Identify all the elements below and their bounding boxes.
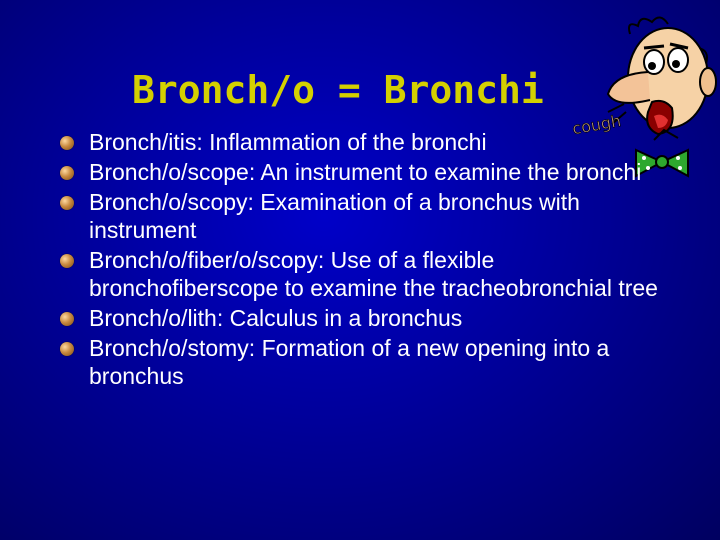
bullet-text: Bronch/o/fiber/o/scopy: Use of a flexible bronchofiberscope to examine the tracheobronchial tree xyxy=(89,247,658,301)
bullet-icon xyxy=(60,254,74,268)
bullet-text: Bronch/o/lith: Calculus in a bronchus xyxy=(89,305,463,331)
bullet-icon xyxy=(60,166,74,180)
bullet-text: Bronch/o/scope: An instrument to examine the bronchi xyxy=(89,159,642,185)
list-item xyxy=(60,334,680,390)
list-item xyxy=(60,128,680,156)
bullet-icon xyxy=(60,136,74,150)
list-item xyxy=(60,304,680,332)
bullet-list xyxy=(60,128,680,392)
cough-label: cough xyxy=(570,111,623,139)
bullet-text: Bronch/o/scopy: Examination of a bronchus with instrument xyxy=(89,189,580,243)
list-item xyxy=(60,158,680,186)
list-item xyxy=(60,246,680,302)
bullet-icon xyxy=(60,312,74,326)
bullet-text: Bronch/itis: Inflammation of the bronchi xyxy=(89,129,487,155)
list-item xyxy=(60,188,680,244)
bullet-icon xyxy=(60,196,74,210)
bullet-icon xyxy=(60,342,74,356)
bullet-text: Bronch/o/stomy: Formation of a new opening into a bronchus xyxy=(89,335,610,389)
slide-title: Bronch/o = Bronchi xyxy=(132,68,544,112)
